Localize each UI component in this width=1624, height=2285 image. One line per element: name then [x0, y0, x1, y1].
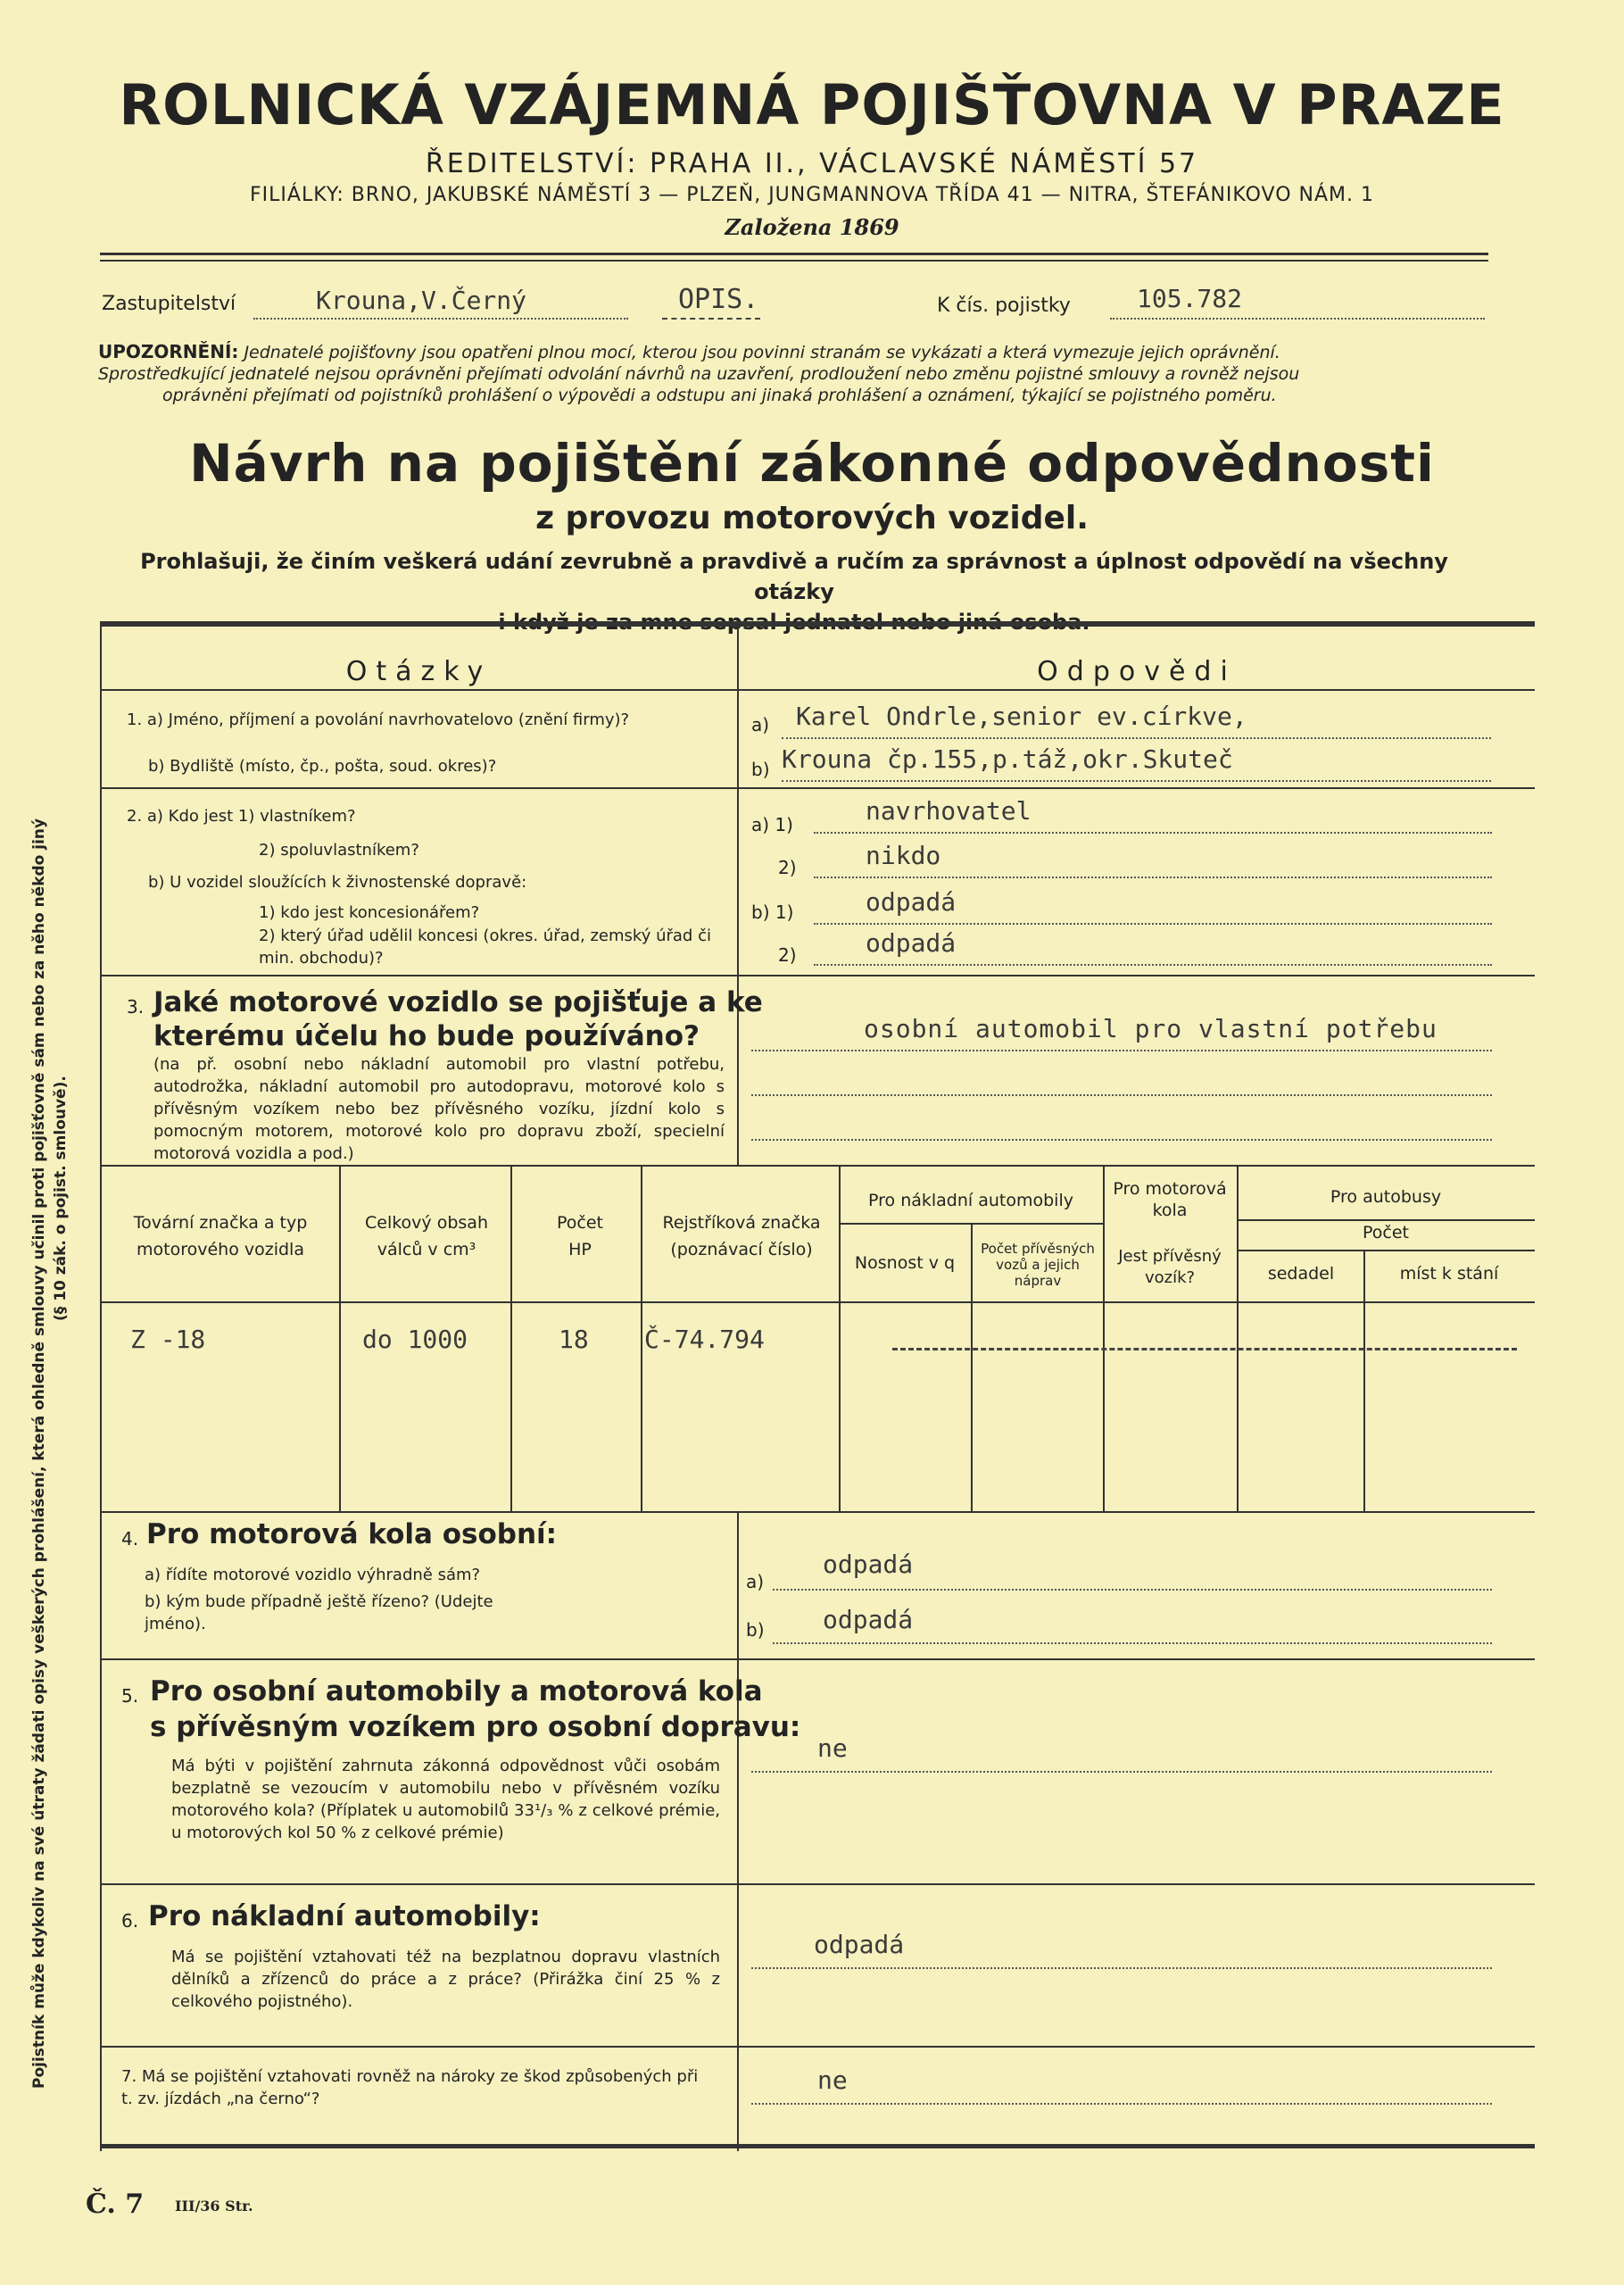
q6-answer: odpadá [814, 1930, 905, 1959]
q4-heading: Pro motorová kola osobní: [146, 1518, 558, 1550]
agency-value: Krouna,V.Černý [316, 286, 527, 315]
q2a2-prefix: 2) [778, 857, 797, 878]
q2b2-text: 2) který úřad udělil koncesi (okres. úřad, zemský úřad či min. obchodu)? [259, 926, 711, 968]
agency-field[interactable] [253, 286, 628, 320]
q2a1-text: 2. a) Kdo jest 1) vlastníkem? [127, 807, 356, 826]
q4a-answer: odpadá [823, 1550, 914, 1579]
q4a-prefix: a) [746, 1571, 765, 1592]
vehicle-header-count: Počet [1363, 1223, 1409, 1242]
notice-line-1: Jednatelé pojišťovny jsou opatřeni plnou mocí, kterou jsou povinni stranám se vykázati a která vymezuje jejich oprávnění. [244, 343, 1280, 362]
vehicle-header-sidecar: Jest přívěsný vozík? [1118, 1247, 1222, 1287]
policy-number-value: 105.782 [1137, 284, 1243, 313]
q7-answer: ne [817, 2065, 848, 2095]
notice-lead: UPOZORNĚNÍ: [98, 341, 239, 362]
q1a-prefix: a) [751, 714, 770, 735]
column-header-questions: Otázky [345, 656, 493, 687]
q1b-prefix: b) [751, 759, 770, 780]
vehicle-bottom-rule [100, 1511, 1535, 1513]
column-header-answers: Odpovědi [1037, 656, 1237, 687]
q1b-answer-field[interactable] [782, 744, 1491, 782]
agency-label: Zastupitelství [102, 293, 236, 315]
q6-bottom-rule [100, 2046, 1535, 2048]
q6-answer-field[interactable] [751, 1928, 1492, 1969]
q2a1-prefix: a) 1) [751, 814, 793, 835]
header-rule-bottom [100, 260, 1488, 262]
q2a2-answer: nikdo [866, 841, 941, 870]
q6-number: 6. [121, 1910, 139, 1932]
q3-heading-line-1: Jaké motorové vozidlo se pojišťuje a ke [153, 986, 763, 1018]
q5-number: 5. [121, 1685, 139, 1707]
q1a-answer: Karel Ondrle,senior ev.církve, [796, 702, 1247, 731]
q2a1-answer-field[interactable] [814, 796, 1492, 834]
vehicle-header-hp: Počet HP [557, 1213, 603, 1259]
q1-bottom-rule [100, 787, 1535, 789]
q2b2-answer: odpadá [866, 928, 957, 958]
vehicle-header-motorbike: Pro motorová kola [1113, 1179, 1227, 1220]
q1a-answer-field[interactable] [782, 702, 1491, 739]
q2a2-answer-field[interactable] [814, 843, 1492, 878]
q7-text: 7. Má se pojištění vztahovati rovněž na nároky ze škod způsobených při t. zv. jízdách „na černo“? [121, 2067, 699, 2108]
q3-answer: osobní automobil pro vlastní potřebu [864, 1014, 1438, 1043]
q2-bottom-rule [100, 975, 1535, 976]
question-answer-divider-lower [737, 1513, 739, 2151]
q2b1-answer: odpadá [866, 887, 957, 917]
q3-heading-line-2: kterému účelu ho bude používáno? [153, 1020, 700, 1052]
q3-bottom-rule [100, 1165, 1535, 1167]
q6-heading: Pro nákladní automobily: [148, 1900, 541, 1932]
q3-hint: (na př. osobní nebo nákladní automobil pro vlastní potřebu, autodrožka, nákladní automobil pro autodopravu, motorové kolo s přívěsným vozíkem nebo bez přívěsného vozíku, jízdní kolo s pomocným motorem, motorové kolo pro dopravu zboží, specielní motorová vozidla a pod.) [153, 1055, 725, 1163]
q2b1-text: 1) kdo jest koncesionářem? [259, 903, 480, 922]
vehicle-reg-value[interactable]: Č-74.794 [644, 1325, 765, 1354]
q1b-answer: Krouna čp.155,p.táž,okr.Skuteč [782, 744, 1233, 774]
q5-heading-line-2: s přívěsným vozíkem pro osobní dopravu: [150, 1711, 801, 1743]
q3-number: 3. [127, 996, 145, 1018]
header-rule-top [100, 253, 1488, 255]
vehicle-header-buses: Pro autobusy [1330, 1187, 1442, 1207]
notice-line-3: oprávněni přejímati od pojistníků prohlášení o výpovědi a odstupu ani jinaká prohlášení a oznámení, týkající se pojistného poměru. [162, 386, 1277, 405]
notice-line-2: Sprostředkující jednatelé nejsou oprávněni přejímati odvolání návrhů na uzavření, prodloužení nebo změnu pojistné smlouvy a rovněž nejsou [98, 364, 1300, 384]
q3-answer-field-2[interactable] [751, 1059, 1492, 1096]
sidebar-note [29, 607, 71, 2089]
vehicle-header-seated: sedadel [1267, 1264, 1335, 1284]
vehicle-volume-value[interactable]: do 1000 [362, 1325, 468, 1354]
notice-block [98, 341, 1490, 406]
branches-line: FILIÁLKY: BRNO, JAKUBSKÉ NÁMĚSTÍ 3 — PLZEŇ, JUNGMANNOVA TŘÍDA 41 — NITRA, ŠTEFÁNIKOVO NÁM. 1 [250, 184, 1374, 206]
directorate-address: ŘEDITELSTVÍ: PRAHA II., VÁCLAVSKÉ NÁMĚSTÍ 57 [425, 148, 1199, 179]
table-top-rule [100, 621, 1535, 627]
form-title: Návrh na pojištění zákonné odpovědnosti [189, 433, 1435, 494]
q5-heading-line-1: Pro osobní automobily a motorová kola [150, 1675, 763, 1708]
q1b-text: b) Bydliště (místo, čp., pošta, soud. okres)? [148, 757, 497, 776]
vehicle-header-payload: Nosnost v q [854, 1253, 956, 1273]
q3-answer-field-3[interactable] [751, 1103, 1492, 1141]
copy-mark: OPIS. [678, 284, 759, 315]
declaration-line-1: Prohlašuji, že činím veškerá udání zevrubně a pravdivě a ručím za správnost a úplnost odpovědí na všechny otázky [140, 549, 1448, 604]
q4b-answer-field[interactable] [773, 1607, 1492, 1644]
question-answer-divider-upper [737, 625, 739, 1165]
table-left-border [100, 625, 102, 2151]
vehicle-header-freight: Pro nákladní automobily [868, 1191, 1073, 1210]
q5-bottom-rule [100, 1883, 1535, 1885]
q4b-prefix: b) [746, 1619, 765, 1641]
vehicle-header-trailer-axles: Počet přívěsných vozů a jejich náprav [981, 1241, 1095, 1289]
q2b2-prefix: 2) [778, 944, 797, 966]
q5-answer: ne [817, 1733, 848, 1763]
q2b-text: b) U vozidel sloužících k živnostenské dopravě: [148, 873, 527, 892]
vehicle-header-make: Tovární značka a typ motorového vozidla [133, 1213, 308, 1259]
q4b-answer: odpadá [823, 1605, 914, 1634]
form-subtitle: z provozu motorových vozidel. [535, 500, 1089, 536]
vehicle-header-volume: Celkový obsah válců v cm³ [365, 1213, 488, 1259]
sidebar-line-1: Pojistník může kdykoliv na své útraty žádati opisy veškerých prohlášení, která ohledně smlouvy učinil proti pojišťovně sám nebo za něho někdo jiný [30, 818, 48, 2089]
q4b-text: b) kým bude případně ještě řízeno? (Udejte jméno). [145, 1592, 493, 1633]
table-bottom-rule [100, 2144, 1535, 2148]
q1a-text: 1. a) Jméno, příjmení a povolání navrhovatelovo (znění firmy)? [127, 710, 630, 729]
q4-bottom-rule [100, 1658, 1535, 1660]
column-header-rule [100, 689, 1535, 691]
policy-label: K čís. pojistky [937, 295, 1071, 317]
policy-number-field[interactable] [1110, 284, 1485, 320]
q4a-answer-field[interactable] [773, 1551, 1492, 1591]
q2a2-text: 2) spoluvlastníkem? [259, 841, 419, 860]
copy-mark-underline [662, 318, 760, 320]
sidebar-line-2: (§ 10 zák. o pojist. smlouvě). [52, 1076, 70, 1321]
q2b1-answer-field[interactable] [814, 889, 1492, 925]
q5-text: Má býti v pojištění zahrnuta zákonná odpovědnost vůči osobám bezplatně se vezoucím v automobilu nebo v přívěsném vozíku motorového kola? (Příplatek u automobilů 33¹/₃ % z celkové prémie, u motorových kol 50 % z celkové prémie) [171, 1757, 720, 1842]
vehicle-header-rule [100, 1301, 1535, 1303]
q2a1-answer: navrhovatel [866, 796, 1032, 826]
vehicle-make-value[interactable]: Z -18 [130, 1325, 206, 1354]
q2b1-prefix: b) 1) [751, 902, 794, 923]
q7-answer-field[interactable] [751, 2064, 1492, 2105]
founded-line: Založena 1869 [725, 214, 899, 240]
q6-text: Má se pojištění vztahovati též na bezplatnou dopravu vlastních dělníků a zřízenců do práce a z práce? (Přirážka činí 25 % z celkového pojistného). [171, 1948, 720, 2011]
q4a-text: a) řídíte motorové vozidlo výhradně sám? [145, 1566, 481, 1584]
vehicle-hp-value[interactable]: 18 [559, 1325, 589, 1354]
company-name: ROLNICKÁ VZÁJEMNÁ POJIŠŤOVNA V PRAZE [119, 72, 1505, 137]
vehicle-empty-columns-dash [892, 1348, 1517, 1350]
vehicle-header-standing: míst k stání [1399, 1264, 1499, 1284]
q5-answer-field[interactable] [751, 1732, 1492, 1773]
q4-number: 4. [121, 1528, 139, 1550]
q3-answer-field[interactable] [751, 1014, 1492, 1051]
vehicle-header-reg: Rejstříková značka (poznávací číslo) [662, 1213, 821, 1259]
form-number: Č. 7 [86, 2189, 145, 2220]
q2b2-answer-field[interactable] [814, 930, 1492, 966]
form-code: III/36 Str. [175, 2198, 253, 2214]
